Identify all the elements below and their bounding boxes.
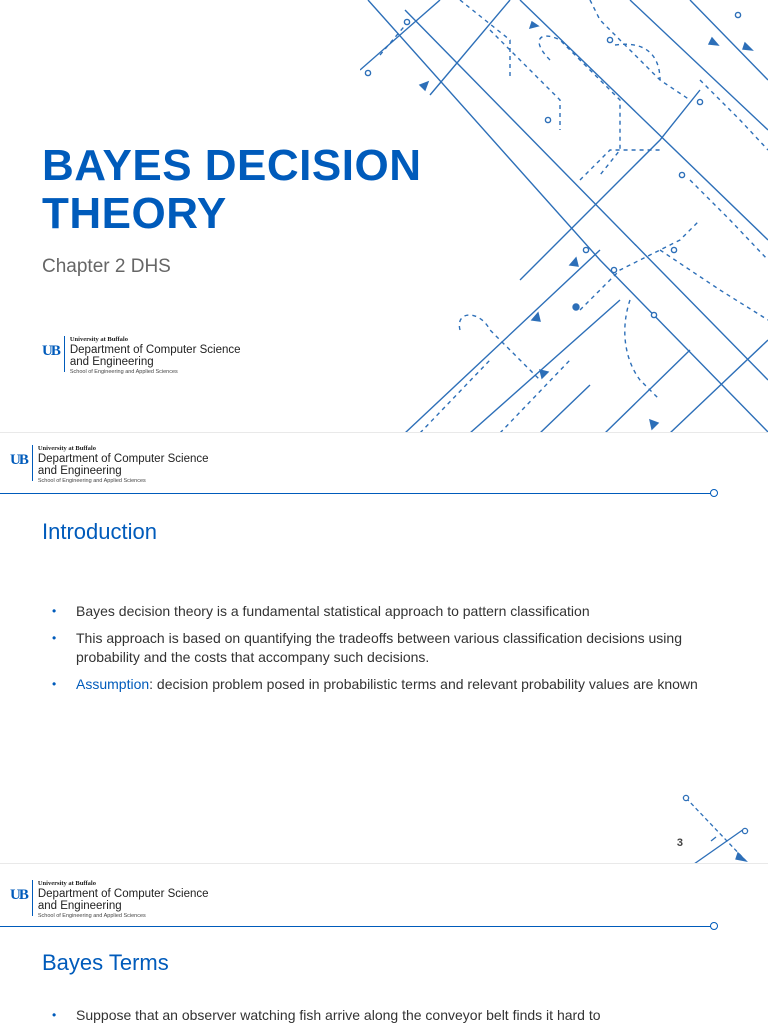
logo-school: School of Engineering and Applied Sciences <box>69 369 178 375</box>
ub-logo-mark: UB <box>10 880 33 916</box>
introduction-slide <box>0 433 768 864</box>
corner-circuit-graphic <box>676 791 768 864</box>
logo-department-line1: Department of Computer Science <box>37 453 209 465</box>
bullet-list <box>52 1006 722 1024</box>
slide-subtitle: Chapter 2 DHS <box>42 256 171 277</box>
logo-department-line1: Department of Computer Science <box>69 344 241 356</box>
ub-logo <box>10 445 209 485</box>
logo-university: University at Buffalo <box>37 880 96 887</box>
list-item <box>52 602 722 621</box>
bayes-terms-slide <box>0 864 768 1024</box>
bullet-icon: • <box>52 1008 57 1022</box>
logo-department-line2: and Engineering <box>37 465 122 477</box>
logo-department-line2: and Engineering <box>37 900 122 912</box>
bullet-text: : decision problem posed in probabilistic terms and relevant probability values are known <box>149 676 698 692</box>
header-rule <box>0 926 712 927</box>
slide-title <box>42 142 421 238</box>
ub-logo-mark: UB <box>10 445 33 481</box>
slide-heading: Introduction <box>42 519 157 544</box>
bullet-emphasis: Assumption <box>76 676 150 692</box>
logo-department-line1: Department of Computer Science <box>37 888 209 900</box>
list-item <box>52 629 722 667</box>
logo-university: University at Buffalo <box>69 336 128 343</box>
page-number: 3 <box>676 837 683 849</box>
header-rule-end-dot <box>710 922 718 930</box>
list-item <box>52 675 722 694</box>
bullet-text: This approach is based on quantifying the tradeoffs between various classification decisions using probability and the costs that accompany such decisions. <box>76 630 682 665</box>
bullet-icon: • <box>52 631 57 645</box>
slide-title-line2: THEORY <box>42 189 227 238</box>
logo-school: School of Engineering and Applied Sciences <box>37 478 146 484</box>
ub-logo <box>10 880 209 920</box>
ub-logo <box>42 336 241 376</box>
logo-department-line2: and Engineering <box>69 356 154 368</box>
bullet-text: Bayes decision theory is a fundamental statistical approach to pattern classification <box>76 603 590 619</box>
header-rule-end-dot <box>710 489 718 497</box>
logo-school: School of Engineering and Applied Sciences <box>37 913 146 919</box>
bullet-list <box>52 602 722 702</box>
slide-heading: Bayes Terms <box>42 950 169 975</box>
bullet-text: Suppose that an observer watching fish arrive along the conveyor belt finds it hard to <box>76 1007 601 1023</box>
logo-university: University at Buffalo <box>37 445 96 452</box>
bullet-icon: • <box>52 604 57 618</box>
slide-title-line1: BAYES DECISION <box>42 141 422 190</box>
bullet-icon: • <box>52 677 57 691</box>
header-rule <box>0 493 712 494</box>
title-slide <box>0 0 768 433</box>
ub-logo-mark: UB <box>42 336 65 372</box>
list-item <box>52 1006 722 1024</box>
